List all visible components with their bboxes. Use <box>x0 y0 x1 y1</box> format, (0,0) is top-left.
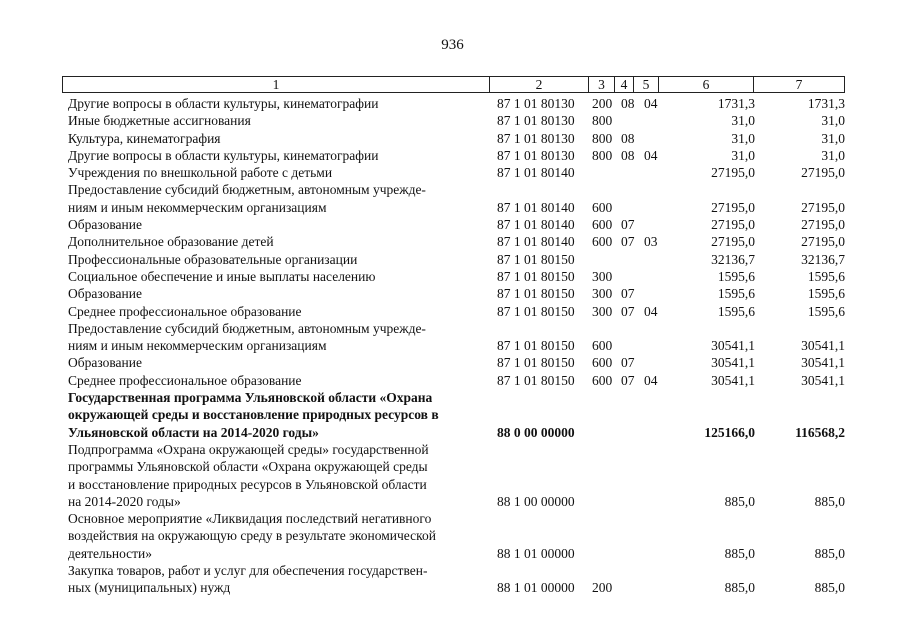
row-value-2019: 885,0 <box>724 493 755 509</box>
header-col-2: 2 <box>490 77 589 92</box>
row-value-2019: 30541,1 <box>711 338 755 354</box>
row-section: 08 <box>621 130 635 146</box>
row-name-line: Образование <box>68 217 142 233</box>
row-value-2020: 27195,0 <box>801 165 845 181</box>
row-value-2020: 1595,6 <box>807 303 845 319</box>
row-name <box>68 181 486 216</box>
row-code: 87 1 01 80140 <box>497 234 575 250</box>
row-expense-type: 600 <box>592 234 613 250</box>
table-row <box>0 95 905 112</box>
row-value-2020: 31,0 <box>821 113 845 129</box>
row-name <box>68 303 486 320</box>
row-name <box>68 95 486 112</box>
row-name-line: Предоставление субсидий бюджетным, автономным учрежде- <box>68 320 426 336</box>
row-expense-type: 600 <box>592 217 613 233</box>
row-name-line: ниям и иным некоммерческим организациям <box>68 338 327 354</box>
row-expense-type: 300 <box>592 303 613 319</box>
row-value-2020: 1731,3 <box>807 96 845 111</box>
row-section: 08 <box>621 96 635 111</box>
row-code: 87 1 01 80130 <box>497 130 575 146</box>
table-row <box>0 562 905 597</box>
table-row <box>0 372 905 389</box>
row-name-line: Ульяновской области на 2014-2020 годы» <box>68 424 319 440</box>
row-code: 87 1 01 80140 <box>497 217 575 233</box>
row-value-2020: 31,0 <box>821 147 845 163</box>
row-name-line: Закупка товаров, работ и услуг для обеспечения государствен- <box>68 563 428 579</box>
row-name-line: воздействия на окружающую среду в результате экономической <box>68 528 436 544</box>
row-value-2019: 30541,1 <box>711 372 755 388</box>
row-value-2020: 885,0 <box>814 545 845 561</box>
row-expense-type: 800 <box>592 147 613 163</box>
row-subsection: 03 <box>644 234 658 250</box>
table-row <box>0 251 905 268</box>
row-expense-type: 800 <box>592 130 613 146</box>
row-code: 88 1 01 00000 <box>497 580 575 596</box>
row-section: 07 <box>621 286 635 302</box>
row-code: 88 1 01 00000 <box>497 545 575 561</box>
row-name <box>68 389 486 441</box>
row-code: 87 1 01 80150 <box>497 286 575 302</box>
row-code: 87 1 01 80140 <box>497 165 575 181</box>
row-value-2020: 116568,2 <box>795 424 845 440</box>
row-value-2020: 885,0 <box>814 493 845 509</box>
table-row <box>0 112 905 129</box>
page-number: 936 <box>441 37 464 53</box>
row-name-line: Дополнительное образование детей <box>68 234 274 250</box>
row-value-2020: 30541,1 <box>801 355 845 371</box>
row-expense-type: 600 <box>592 199 613 215</box>
table-row <box>0 389 905 441</box>
row-section: 07 <box>621 217 635 233</box>
row-name <box>68 130 486 147</box>
row-value-2019: 885,0 <box>724 545 755 561</box>
row-value-2019: 31,0 <box>731 130 755 146</box>
row-expense-type: 600 <box>592 372 613 388</box>
row-name <box>68 147 486 164</box>
row-value-2019: 1731,3 <box>717 96 755 111</box>
row-value-2020: 1595,6 <box>807 268 845 284</box>
row-name <box>68 285 486 302</box>
row-name <box>68 320 486 355</box>
row-expense-type: 200 <box>592 96 613 111</box>
header-col-5: 5 <box>634 77 659 92</box>
row-expense-type: 800 <box>592 113 613 129</box>
row-section: 07 <box>621 372 635 388</box>
row-name-line: ниям и иным некоммерческим организациям <box>68 199 327 215</box>
row-value-2020: 27195,0 <box>801 234 845 250</box>
row-value-2019: 1595,6 <box>717 268 755 284</box>
row-name <box>68 233 486 250</box>
row-name-line: Подпрограмма «Охрана окружающей среды» государственной <box>68 441 429 457</box>
row-name-line: Образование <box>68 286 142 302</box>
row-section: 07 <box>621 355 635 371</box>
row-value-2019: 27195,0 <box>711 234 755 250</box>
row-value-2019: 27195,0 <box>711 217 755 233</box>
row-name <box>68 562 486 597</box>
row-code: 87 1 01 80150 <box>497 372 575 388</box>
row-name-line: Образование <box>68 355 142 371</box>
row-value-2019: 32136,7 <box>711 251 755 267</box>
row-code: 87 1 01 80150 <box>497 251 575 267</box>
row-code: 87 1 01 80150 <box>497 268 575 284</box>
row-value-2019: 125166,0 <box>704 424 755 440</box>
row-code: 88 0 00 00000 <box>497 424 575 440</box>
table-row <box>0 441 905 510</box>
row-value-2019: 885,0 <box>724 580 755 596</box>
row-name-line: Иные бюджетные ассигнования <box>68 113 251 129</box>
row-name-line: Среднее профессиональное образование <box>68 372 302 388</box>
header-col-7: 7 <box>795 77 803 92</box>
row-code: 87 1 01 80140 <box>497 199 575 215</box>
header-col-1: 1 <box>63 77 490 92</box>
row-name <box>68 441 486 510</box>
table-body <box>0 95 905 597</box>
row-value-2020: 31,0 <box>821 130 845 146</box>
table-row <box>0 268 905 285</box>
header-col-6: 6 <box>659 77 754 92</box>
row-name-line: Профессиональные образовательные организации <box>68 251 358 267</box>
row-name-line: и восстановление природных ресурсов в Ульяновской области <box>68 476 427 492</box>
row-value-2019: 30541,1 <box>711 355 755 371</box>
row-value-2019: 1595,6 <box>717 286 755 302</box>
row-name <box>68 354 486 371</box>
row-value-2020: 27195,0 <box>801 199 845 215</box>
row-name-line: Государственная программа Ульяновской области «Охрана <box>68 390 433 406</box>
row-name-line: Предоставление субсидий бюджетным, автономным учрежде- <box>68 182 426 198</box>
row-name-line: на 2014-2020 годы» <box>68 493 181 509</box>
row-value-2020: 27195,0 <box>801 217 845 233</box>
row-name-line: окружающей среды и восстановление природных ресурсов в <box>68 407 439 423</box>
table-row <box>0 233 905 250</box>
row-value-2020: 30541,1 <box>801 372 845 388</box>
table-row <box>0 303 905 320</box>
table-row <box>0 181 905 216</box>
row-name-line: Социальное обеспечение и иные выплаты населению <box>68 268 376 284</box>
table-row <box>0 147 905 164</box>
row-expense-type: 200 <box>592 580 613 596</box>
table-header <box>62 76 845 93</box>
row-section: 08 <box>621 147 635 163</box>
row-name-line: Культура, кинематография <box>68 130 221 146</box>
row-name-line: Среднее профессиональное образование <box>68 303 302 319</box>
row-value-2020: 30541,1 <box>801 338 845 354</box>
row-subsection: 04 <box>644 372 658 388</box>
row-name <box>68 251 486 268</box>
header-col-3: 3 <box>589 77 615 92</box>
table-row <box>0 510 905 562</box>
row-value-2020: 885,0 <box>814 580 845 596</box>
row-name <box>68 268 486 285</box>
row-expense-type: 300 <box>592 268 613 284</box>
row-expense-type: 600 <box>592 338 613 354</box>
row-name <box>68 112 486 129</box>
row-value-2019: 31,0 <box>731 113 755 129</box>
row-name-line: программы Ульяновской области «Охрана окружающей среды <box>68 459 428 475</box>
row-section: 07 <box>621 234 635 250</box>
row-name <box>68 510 486 562</box>
row-code: 88 1 00 00000 <box>497 493 575 509</box>
row-expense-type: 600 <box>592 355 613 371</box>
row-subsection: 04 <box>644 96 658 111</box>
row-code: 87 1 01 80150 <box>497 303 575 319</box>
row-value-2019: 31,0 <box>731 147 755 163</box>
row-code: 87 1 01 80150 <box>497 338 575 354</box>
table-row <box>0 320 905 355</box>
row-code: 87 1 01 80130 <box>497 113 575 129</box>
row-expense-type: 300 <box>592 286 613 302</box>
row-name-line: деятельности» <box>68 545 153 561</box>
row-name <box>68 216 486 233</box>
table-row <box>0 354 905 371</box>
row-name-line: Учреждения по внешкольной работе с детьми <box>68 165 333 181</box>
row-section: 07 <box>621 303 635 319</box>
row-name-line: Другие вопросы в области культуры, кинематографии <box>68 96 379 111</box>
row-name-line: Основное мероприятие «Ликвидация последствий негативного <box>68 511 432 527</box>
row-value-2019: 1595,6 <box>717 303 755 319</box>
row-name-line: Другие вопросы в области культуры, кинематографии <box>68 147 379 163</box>
table-row <box>0 285 905 302</box>
header-col-4: 4 <box>615 77 634 92</box>
row-name <box>68 372 486 389</box>
row-value-2019: 27195,0 <box>711 199 755 215</box>
row-subsection: 04 <box>644 303 658 319</box>
table-row <box>0 164 905 181</box>
row-code: 87 1 01 80150 <box>497 355 575 371</box>
row-code: 87 1 01 80130 <box>497 147 575 163</box>
table-row <box>0 216 905 233</box>
row-name-line: ных (муниципальных) нужд <box>68 580 231 596</box>
row-value-2020: 1595,6 <box>807 286 845 302</box>
row-name <box>68 164 486 181</box>
row-subsection: 04 <box>644 147 658 163</box>
row-value-2019: 27195,0 <box>711 165 755 181</box>
row-code: 87 1 01 80130 <box>497 96 575 111</box>
table-row <box>0 130 905 147</box>
row-value-2020: 32136,7 <box>801 251 845 267</box>
